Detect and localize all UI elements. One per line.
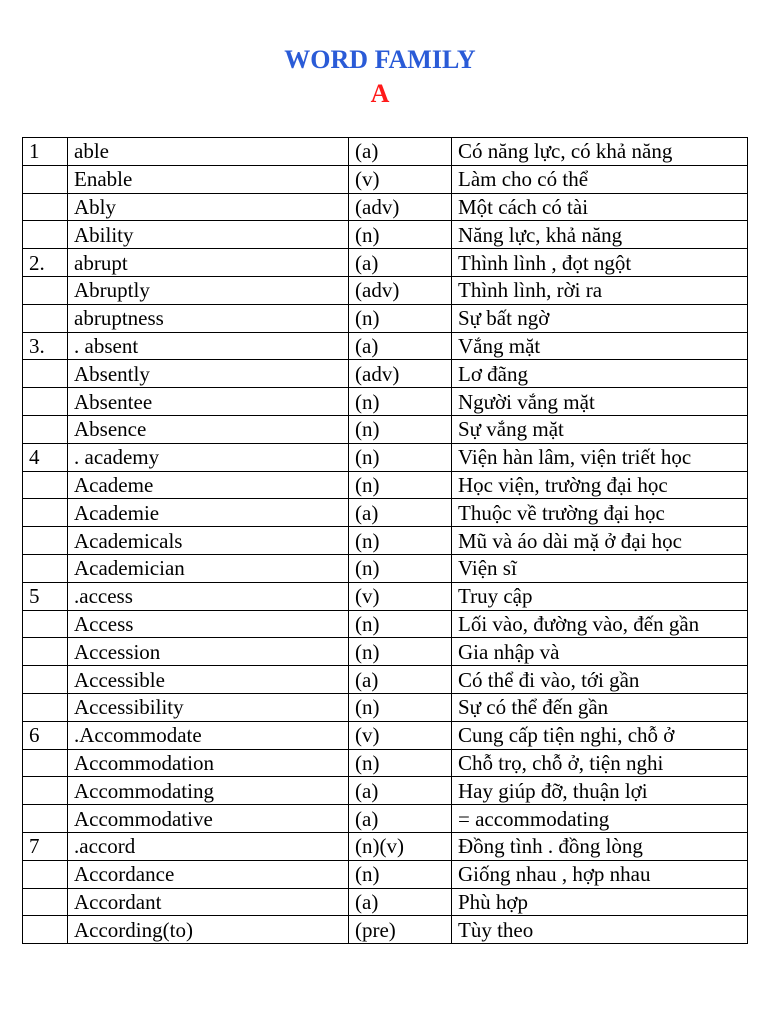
meaning-cell: Thình lình , đọt ngột [452, 249, 748, 277]
row-number-cell [23, 916, 68, 944]
word-cell: Abruptly [68, 276, 349, 304]
row-number-cell: 1 [23, 138, 68, 166]
meaning-cell: Giống nhau , hợp nhau [452, 860, 748, 888]
table-row [23, 276, 748, 304]
word-cell: Ability [68, 221, 349, 249]
table-row [23, 499, 748, 527]
row-number-cell [23, 415, 68, 443]
page-title: WORD FAMILY [284, 45, 476, 74]
word-cell: Accession [68, 638, 349, 666]
row-number-cell [23, 193, 68, 221]
meaning-cell: Có năng lực, có khả năng [452, 138, 748, 166]
table-row [23, 193, 748, 221]
word-type-cell: (n) [349, 304, 452, 332]
meaning-cell: Gia nhập và [452, 638, 748, 666]
row-number-cell [23, 860, 68, 888]
word-type-cell: (pre) [349, 916, 452, 944]
word-type-cell: (n) [349, 610, 452, 638]
row-number-cell [23, 888, 68, 916]
word-cell: Accordant [68, 888, 349, 916]
word-type-cell: (n) [349, 638, 452, 666]
table-row [23, 805, 748, 833]
word-type-cell: (a) [349, 777, 452, 805]
row-number-cell [23, 693, 68, 721]
table-row [23, 916, 748, 944]
meaning-cell: Làm cho có thể [452, 165, 748, 193]
row-number-cell [23, 388, 68, 416]
meaning-cell: Tùy theo [452, 916, 748, 944]
table-row [23, 666, 748, 694]
row-number-cell [23, 527, 68, 555]
word-type-cell: (n) [349, 471, 452, 499]
word-type-cell: (n)(v) [349, 832, 452, 860]
meaning-cell: Hay giúp đỡ, thuận lợi [452, 777, 748, 805]
table-row [23, 610, 748, 638]
table-row [23, 832, 748, 860]
meaning-cell: Thuộc về trường đại học [452, 499, 748, 527]
word-cell: Academie [68, 499, 349, 527]
word-cell: Academe [68, 471, 349, 499]
table-row [23, 443, 748, 471]
table-row [23, 304, 748, 332]
word-type-cell: (n) [349, 415, 452, 443]
word-type-cell: (a) [349, 888, 452, 916]
word-type-cell: (a) [349, 805, 452, 833]
row-number-cell [23, 304, 68, 332]
table-row [23, 888, 748, 916]
meaning-cell: Truy cập [452, 582, 748, 610]
word-type-cell: (n) [349, 443, 452, 471]
word-type-cell: (a) [349, 499, 452, 527]
word-type-cell: (v) [349, 721, 452, 749]
meaning-cell: Thình lình, rời ra [452, 276, 748, 304]
word-type-cell: (n) [349, 749, 452, 777]
word-cell: Academicals [68, 527, 349, 555]
row-number-cell [23, 749, 68, 777]
word-type-cell: (n) [349, 388, 452, 416]
word-type-cell: (a) [349, 138, 452, 166]
meaning-cell: = accommodating [452, 805, 748, 833]
word-type-cell: (v) [349, 165, 452, 193]
meaning-cell: Viện hàn lâm, viện triết học [452, 443, 748, 471]
table-row [23, 638, 748, 666]
word-cell: Accessible [68, 666, 349, 694]
row-number-cell: 3. [23, 332, 68, 360]
row-number-cell [23, 360, 68, 388]
table-row [23, 138, 748, 166]
row-number-cell: 4 [23, 443, 68, 471]
table-row [23, 388, 748, 416]
meaning-cell: Học viện, trường đại học [452, 471, 748, 499]
table-row [23, 471, 748, 499]
row-number-cell [23, 805, 68, 833]
word-type-cell: (n) [349, 221, 452, 249]
meaning-cell: Năng lực, khả năng [452, 221, 748, 249]
table-row [23, 693, 748, 721]
meaning-cell: Lơ đãng [452, 360, 748, 388]
word-cell: Enable [68, 165, 349, 193]
word-cell: . absent [68, 332, 349, 360]
word-type-cell: (adv) [349, 276, 452, 304]
word-cell: Accessibility [68, 693, 349, 721]
row-number-cell [23, 777, 68, 805]
meaning-cell: Lối vào, đường vào, đến gần [452, 610, 748, 638]
meaning-cell: Có thể đi vào, tới gần [452, 666, 748, 694]
word-cell: Accordance [68, 860, 349, 888]
word-family-table-body [23, 138, 748, 944]
word-cell: According(to) [68, 916, 349, 944]
table-row [23, 721, 748, 749]
table-row [23, 165, 748, 193]
word-cell: .access [68, 582, 349, 610]
table-row [23, 221, 748, 249]
word-cell: . academy [68, 443, 349, 471]
word-cell: abrupt [68, 249, 349, 277]
word-type-cell: (n) [349, 860, 452, 888]
table-row [23, 360, 748, 388]
word-cell: Absence [68, 415, 349, 443]
word-cell: Accommodating [68, 777, 349, 805]
row-number-cell [23, 610, 68, 638]
table-row [23, 860, 748, 888]
word-type-cell: (n) [349, 693, 452, 721]
word-type-cell: (a) [349, 666, 452, 694]
meaning-cell: Mũ và áo dài mặ ở đại học [452, 527, 748, 555]
row-number-cell: 7 [23, 832, 68, 860]
meaning-cell: Phù hợp [452, 888, 748, 916]
word-cell: Ably [68, 193, 349, 221]
word-type-cell: (adv) [349, 360, 452, 388]
table-row [23, 332, 748, 360]
row-number-cell: 2. [23, 249, 68, 277]
row-number-cell [23, 638, 68, 666]
word-type-cell: (n) [349, 527, 452, 555]
word-cell: Accommodation [68, 749, 349, 777]
word-cell: Academician [68, 554, 349, 582]
table-row [23, 749, 748, 777]
row-number-cell [23, 276, 68, 304]
table-row [23, 777, 748, 805]
row-number-cell: 5 [23, 582, 68, 610]
row-number-cell [23, 221, 68, 249]
word-cell: .Accommodate [68, 721, 349, 749]
table-row [23, 582, 748, 610]
row-number-cell: 6 [23, 721, 68, 749]
word-cell: Access [68, 610, 349, 638]
meaning-cell: Vắng mặt [452, 332, 748, 360]
word-cell: Absentee [68, 388, 349, 416]
table-row [23, 554, 748, 582]
meaning-cell: Đồng tình . đồng lòng [452, 832, 748, 860]
meaning-cell: Sự vắng mặt [452, 415, 748, 443]
meaning-cell: Viện sĩ [452, 554, 748, 582]
word-type-cell: (adv) [349, 193, 452, 221]
page-subtitle: A [370, 79, 390, 108]
word-type-cell: (a) [349, 249, 452, 277]
meaning-cell: Người vắng mặt [452, 388, 748, 416]
meaning-cell: Cung cấp tiện nghi, chỗ ở [452, 721, 748, 749]
word-type-cell: (v) [349, 582, 452, 610]
meaning-cell: Chỗ trọ, chỗ ở, tiện nghi [452, 749, 748, 777]
table-row [23, 527, 748, 555]
meaning-cell: Sự bất ngờ [452, 304, 748, 332]
word-cell: able [68, 138, 349, 166]
word-type-cell: (a) [349, 332, 452, 360]
meaning-cell: Sự có thể đến gần [452, 693, 748, 721]
word-cell: abruptness [68, 304, 349, 332]
row-number-cell [23, 165, 68, 193]
row-number-cell [23, 666, 68, 694]
row-number-cell [23, 471, 68, 499]
word-cell: Accommodative [68, 805, 349, 833]
meaning-cell: Một cách có tài [452, 193, 748, 221]
table-row [23, 249, 748, 277]
table-row [23, 415, 748, 443]
word-type-cell: (n) [349, 554, 452, 582]
word-family-table [22, 137, 748, 944]
word-cell: .accord [68, 832, 349, 860]
row-number-cell [23, 499, 68, 527]
word-cell: Absently [68, 360, 349, 388]
row-number-cell [23, 554, 68, 582]
